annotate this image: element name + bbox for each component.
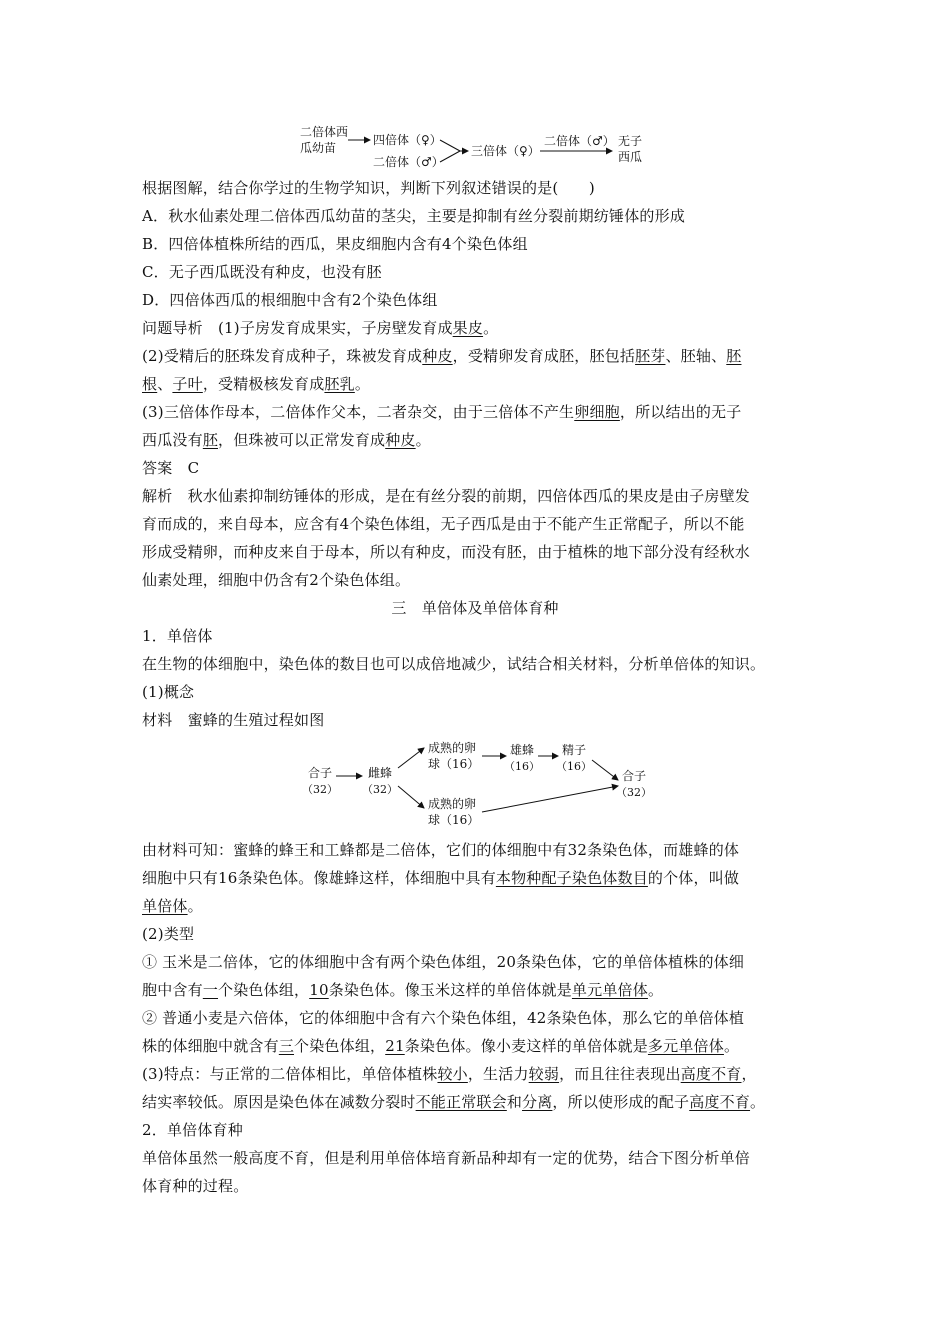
diploid-pollen-label: 二倍体（♂）: [544, 134, 615, 148]
drone-label: 雄蜂: [510, 743, 535, 757]
triploid-female-label: 三倍体（♀）: [471, 144, 540, 158]
features-line-2: 结实率较低。原因是染色体在减数分裂时不能正常联会和分离，所以使形成的配子高度不育。: [142, 1093, 766, 1111]
guide-line-5: 西瓜没有胚，但珠被可以正常发育成种皮。: [142, 431, 431, 449]
corn-line-2: 胞中含有一个染色体组，10条染色体。像玉米这样的单倍体就是单元单倍体。: [142, 981, 664, 999]
mature-egg-label-top: 成熟的卵: [428, 741, 477, 755]
zygote-chromosome-count: （32）: [302, 783, 338, 796]
question-stem: 根据图解，结合你学过的生物学知识，判断下列叙述错误的是( ): [142, 179, 595, 197]
corn-line-1: ① 玉米是二倍体，它的体细胞中含有两个染色体组，20条染色体，它的单倍体植株的体细: [142, 953, 745, 971]
mature-egg-count-top: 球（16）: [428, 757, 480, 771]
analysis-line-3: 形成受精卵，而种皮来自于母本，所以有种皮，而没有胚，由于植株的地下部分没有经秋水: [142, 543, 751, 561]
drone-chromosome-count: （16）: [504, 760, 540, 773]
guide-line-2: (2)受精后的胚珠发育成种子，珠被发育成种皮，受精卵发育成胚，胚包括胚芽、胚轴、胚: [142, 347, 742, 365]
analysis-line-4: 仙素处理，细胞中仍含有2个染色体组。: [142, 571, 411, 589]
haploid-breeding-line-2: 体育种的过程。: [142, 1177, 249, 1195]
haploid-breeding-heading: 2．单倍体育种: [142, 1121, 243, 1139]
material-caption: 材料 蜜蜂的生殖过程如图: [142, 711, 325, 729]
wheat-line-2: 株的体细胞中就含有三个染色体组，21条染色体。像小麦这样的单倍体就是多元单倍体。: [142, 1037, 740, 1055]
bee-reproduction-diagram: [300, 736, 670, 832]
diploid-seedling-label: 二倍体西: [300, 125, 349, 139]
guide-line-4: (3)三倍体作母本，二倍体作父本，二者杂交，由于三倍体不产生卵细胞，所以结出的无子: [142, 403, 742, 421]
queen-chromosome-count: （32）: [362, 783, 398, 796]
sperm-label: 精子: [562, 743, 587, 757]
option-d: D．四倍体西瓜的根细胞中含有2个染色体组: [142, 291, 438, 309]
guide-line-1: 问题导析 (1)子房发育成果实，子房壁发育成果皮。: [142, 319, 499, 337]
conclusion-line-3: 单倍体。: [142, 897, 203, 915]
mature-egg-count-bottom: 球（16）: [428, 813, 480, 827]
arrow-sperm-to-zygote: [592, 760, 618, 780]
arrow-queen-to-egg-bottom: [398, 786, 424, 808]
zygote-label: 合子: [308, 766, 333, 780]
haploid-breeding-line-1: 单倍体虽然一般高度不育，但是利用单倍体培育新品种却有一定的优势，结合下图分析单倍: [142, 1149, 751, 1167]
haploid-heading: 1．单倍体: [142, 627, 213, 645]
wheat-line-1: ② 普通小麦是六倍体，它的体细胞中含有六个染色体组，42条染色体，那么它的单倍体植: [142, 1009, 745, 1027]
zygote-chromosome-count-2: （32）: [616, 786, 652, 799]
analysis-line-2: 育而成的，来自母本，应含有4个染色体组，无子西瓜是由于不能产生正常配子，所以不能: [142, 515, 745, 533]
queen-label: 雌蜂: [368, 766, 393, 780]
sperm-chromosome-count: （16）: [556, 760, 592, 773]
diploid-seedling-label-2: 瓜幼苗: [300, 141, 337, 155]
zygote-label-2: 合子: [622, 769, 647, 783]
guide-line-3: 根、子叶，受精极核发育成胚乳。: [142, 375, 371, 393]
option-c: C．无子西瓜既没有种皮，也没有胚: [142, 263, 382, 281]
seedless-watermelon-label: 无子: [618, 134, 643, 148]
conclusion-line-2: 细胞中只有16条染色体。像雄蜂这样，体细胞中具有本物种配子染色体数目的个体，叫做: [142, 869, 740, 887]
features-line-1: (3)特点：与正常的二倍体相比，单倍体植株较小，生活力较弱，而且往往表现出高度不育，: [142, 1065, 757, 1083]
answer-line: 答案 C: [142, 459, 200, 477]
cross-line-upper: [440, 140, 460, 151]
option-a: A．秋水仙素处理二倍体西瓜幼苗的茎尖，主要是抑制有丝分裂前期纺锤体的形成: [142, 207, 686, 225]
seedless-watermelon-label-2: 西瓜: [618, 150, 643, 164]
section-title: 三 单倍体及单倍体育种: [391, 599, 559, 617]
mature-egg-label-bottom: 成熟的卵: [428, 797, 477, 811]
diploid-male-label: 二倍体（♂）: [373, 155, 444, 169]
conclusion-line-1: 由材料可知：蜜蜂的蜂王和工蜂都是二倍体，它们的体细胞中有32条染色体，而雄蜂的体: [142, 841, 740, 859]
types-heading: (2)类型: [142, 925, 195, 943]
arrow-egg-to-zygote: [482, 786, 618, 812]
arrow-queen-to-egg-top: [398, 748, 424, 768]
concept-heading: (1)概念: [142, 683, 195, 701]
analysis-line-1: 解析 秋水仙素抑制纺锤体的形成，是在有丝分裂的前期，四倍体西瓜的果皮是由子房壁发: [142, 487, 751, 505]
tetraploid-female-label: 四倍体（♀）: [373, 133, 442, 147]
haploid-intro: 在生物的体细胞中，染色体的数目也可以成倍地减少，试结合相关材料，分析单倍体的知识。: [142, 655, 766, 673]
option-b: B．四倍体植株所结的西瓜，果皮细胞内含有4个染色体组: [142, 235, 528, 253]
watermelon-breeding-diagram: [290, 120, 670, 176]
